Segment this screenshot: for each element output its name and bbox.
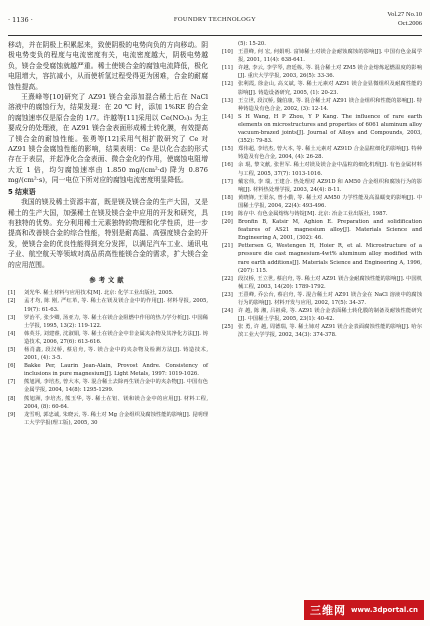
reference-text: Pettersen G, Westengen H, Hoier R, et al. Microstructure of a pressure die cast magnesium-4wt% aluminum alloy modified with rare earth additions[J]. Materials Science and Engineering A, 1996, (207): 115. <box>238 243 422 274</box>
reference-text: 熊旭洲, 李培杰, 熊玉华, 等. 稀土在铝、镁和镁合金中的应用[J]. 材料工程, 2004, (8): 60-64. <box>24 395 208 410</box>
reference-number: [6] <box>8 363 16 370</box>
reference-number: [17] <box>222 178 233 185</box>
reference-number: [4] <box>8 330 16 337</box>
reference-number: [24] <box>222 308 233 315</box>
reference-text: 王熹峰, 何 宏, 何娟明. 富铈稀土对镁合金耐蚀腐蚀的影响[J]. 中国有色金属学报, 2001, 11(4): 638-641. <box>238 49 422 64</box>
reference-text: (5): 15-20. <box>238 41 266 47</box>
reference-list-left <box>8 289 208 427</box>
reference-number: [16] <box>222 162 233 169</box>
reference-number: [3] <box>8 314 16 321</box>
reference-item <box>8 330 208 346</box>
reference-text: 熊旭洲, 李培杰, 曾大本, 等. 混合稀土去除再生镁合金中的夹杂物[J]. 中国有色金属学报, 2004, 14(8): 1295-1299. <box>24 379 208 394</box>
reference-number: [15] <box>222 146 233 153</box>
issue-date: Oct.2006 <box>397 19 422 27</box>
reference-item <box>222 242 422 274</box>
reference-item <box>222 113 422 145</box>
reference-text: 许 越, 陈 湘, 吕祖舜, 等. AZ91 镁合金表面稀土转化膜的制备及耐蚀性能研究[J]. 中国稀土学报, 2005, 23(1): 40-42. <box>238 308 422 323</box>
reference-number: [1] <box>8 290 16 297</box>
section-heading-conclusion: 5 结束语 <box>8 187 36 196</box>
reference-number: [10] <box>222 49 233 56</box>
reference-item <box>222 161 422 177</box>
left-column <box>8 40 208 427</box>
reference-item <box>222 48 422 64</box>
reference-list-right <box>222 40 422 339</box>
reference-number: [25] <box>222 324 233 331</box>
reference-number: [14] <box>222 113 233 120</box>
running-header <box>8 9 422 36</box>
reference-item <box>8 395 208 411</box>
watermark-logo-text: 三维网 <box>309 604 346 617</box>
body-paragraph-2: 王熹峰等[10]研究了 AZ91 镁合金添加混合稀土后在 NaCl 溶液中的腐蚀行为，结果发现：在 20 ℃ 时，添加 1%RE 的合金的腐蚀速率仅是原合金的 1/7。许越等[11]采用以 Ce(NO₃)₃ 为主要成分的处理液，在 AZ91 镁合金表面形成稀土转化膜，有效提高了镁合金的耐蚀性能。张勇等[12]采用气相扩散研究了 Ce 对 AZ91 镁合金腐蚀性能的影响，结果表明：Ce 是以化合态的形式存在于表层，并起净化合金表面、微合金化的作用，使腐蚀电阻增大近 1 倍，均匀腐蚀速率由 1.850 mg/(cm²·d) 降为 0.876 mg/(cm²·s)，同一电位下所对应的腐蚀电流密度明显降低。 <box>8 93 208 185</box>
volume-info <box>387 11 422 28</box>
volume-number: Vol.27 No.10 <box>387 11 422 18</box>
reference-text: 张利霞, 徐金山, 高义斌, 等. 稀土元素对 AZ91 镁合金显微组织及耐腐性能的影响[J]. 铸造设备研究, 2005, (1): 20-23. <box>238 81 422 96</box>
reference-item <box>222 64 422 80</box>
reference-text: 黄晓锋, 王渠东, 曾小勤, 等. 稀土对 AM50 力学性能及高温蠕变的影响[J]. 中国稀土学报, 2004, 22(4): 493-496. <box>238 194 422 209</box>
reference-number: [23] <box>222 291 233 298</box>
references-title: 参考文献 <box>89 276 127 284</box>
reference-text: 张 勇, 许 越, 周德瑞, 等. 稀土铈对 AZ91 镁合金表面腐蚀性能的影响[J]. 哈尔滨工业大学学报, 2002, 34(3): 374-378. <box>238 324 422 339</box>
reference-item <box>8 314 208 330</box>
reference-text: Bronfin B, Katsir M, Aghion E. Preparation and solidification features of AS21 magnesium alloy[J]. Materials Science and Engineering A, 2001, (302): 46. <box>238 219 422 242</box>
reference-text: Bakke Per, Laurin Jean-Alain, Provost Andre. Consistency of inclusions in pure magnesium[J]. Light Metals, 1997: 1019-1026. <box>24 363 208 378</box>
reference-number: [21] <box>222 243 233 250</box>
reference-text: 戴宏伟, 李 瑞, 王建合. 热处理对 AZ91D 和 AM50 合金组织和腐蚀行为的影响[J]. 材料热处理学报, 2003, 24(4): 8-11. <box>238 178 422 193</box>
reference-number: [9] <box>8 411 16 418</box>
reference-text: S H Wang, H P Zhou, Y P Kang. The influence of rare earth elements on microstructures and properties of 6061 aluminum alloy vacuum-brazed joints[J]. Journal of Alloys and Compounds, 2003, (352): 79-83. <box>238 113 422 145</box>
reference-text: 陈存中. 有色金属熔炼与铸锭[M]. 北京: 冶金工业出版社, 1987. <box>238 210 388 217</box>
reference-text: 孟才均, 陈 刚, 严红革, 等. 稀土在镁及镁合金中的作用[J]. 材料导报, 2005, 19(7): 61-63. <box>24 298 208 313</box>
reference-item <box>222 323 422 339</box>
reference-number: [18] <box>222 194 233 201</box>
reference-number: [11] <box>222 65 233 72</box>
reference-item <box>222 307 422 323</box>
reference-item <box>222 178 422 194</box>
reference-text: 龙雪明, 郭忠诚, 朱晓云, 等. 稀土对 Mg 合金组织及腐蚀性能的影响[J]. 昆明理工大学学报(理工版), 2005, 30 <box>24 411 208 426</box>
reference-item <box>222 145 422 161</box>
reference-item <box>8 362 208 378</box>
reference-text: 刘光华. 稀土材料与应用技术[M]. 北京: 化学工业出版社, 2005. <box>24 290 174 297</box>
reference-item <box>8 289 208 297</box>
reference-continuation <box>222 40 422 48</box>
reference-item <box>8 378 208 394</box>
reference-number: [8] <box>8 395 16 402</box>
reference-item <box>8 297 208 313</box>
reference-number: [20] <box>222 219 233 226</box>
reference-text: 郑伟超, 李培杰, 曾大本, 等. 稀土元素对 AZ91D 合金晶粒细化的影响[J]. 特种铸造及有色合金, 2004, (4): 26-28. <box>238 146 422 161</box>
reference-text: 杨肖鑫, 段汉桥, 蔡启舟, 等. 镁合金中的夹杂物及检测方法[J]. 铸造技术, 2001, (4): 3-5. <box>24 347 208 362</box>
reference-text: 王立世, 段汉桥, 魏伯康, 等. 混合稀土对 AZ91 镁合金组织和性能的影响[J]. 特种铸造及有色合金, 2002, (3): 12-14. <box>238 97 422 112</box>
reference-number: [13] <box>222 97 233 104</box>
reference-item <box>222 210 422 218</box>
reference-text: 韩英芬, 刘建睿, 沈淑娟, 等. 稀土在镁合金中非金属夹杂物及其净化方法[J]. 铸造技术, 2006, 27(6): 613-616. <box>24 330 208 345</box>
journal-name: FOUNDRY TECHNOLOGY <box>173 16 257 23</box>
reference-item <box>222 291 422 307</box>
watermark-url: www.3dportal.cn <box>350 606 419 614</box>
reference-text: 段汉桥, 王立世, 蔡启舟, 等. 稀土对 AZ91 镁合金耐腐蚀性能的影响[J]. 中国机械工程, 2003, 14(20): 1789-1792. <box>238 275 422 290</box>
page-number: · 1136 · <box>8 16 33 24</box>
reference-number: [12] <box>222 81 233 88</box>
reference-number: [22] <box>222 275 233 282</box>
reference-text: 王熹峰, 乔公台, 蔡启舟, 等. 混合稀土对 AZ91 镁合金在 NaCl 溶液中的腐蚀行为的影响[J]. 材料开发与应用, 2002, 17(5): 34-37. <box>238 291 422 306</box>
reference-item <box>222 80 422 96</box>
site-watermark <box>304 600 424 620</box>
reference-text: 罗治平, 张少卿, 汤亚力, 等. 稀土在镁合金阻燃中作用的热力学分析[J]. 中国稀土学报, 1995, 13(2): 119-122. <box>24 314 208 329</box>
conclusion-paragraph: 我国的镁及稀土资源丰富，既是镁及镁合金的生产大国，又是稀土的生产大国，加强稀土在镁及镁合金中应用的开发和研究，具有独特的优势。充分利用稀土元素独特的物理和化学性质，进一步提高和改善镁合金的综合性能，特别是耐高温、高强度镁合金的开发，使镁合金的优良性能得到充分发挥，以满足汽车工业、通讯电子业、航空航天等领域对高品质高性能镁合金的需求，扩大镁合金的应用范围。 <box>8 198 208 269</box>
reference-number: [7] <box>8 379 16 386</box>
reference-item <box>222 97 422 113</box>
reference-number: [19] <box>222 210 233 217</box>
right-column <box>222 40 422 339</box>
reference-text: 许越, 李云, 李学琴, 唐廷栋, 等. 混合稀土对 ZM5 镁合金熔炼起燃温度的影响[J]. 重庆大学学报, 2003, 26(5): 33-36. <box>238 65 422 80</box>
reference-item <box>8 346 208 362</box>
body-paragraph-1: 移动，并在阴极上积累起来，致使阴极的电势向负的方向移动。阴极电势变负的程度与电流密度有关，电流密度越大，阴极电势越负，镁合金受腐蚀就越严重。稀土使镁合金的腐蚀电流降低，极化电阻增大，容抗减小，从而使析氢过程受得更为困难，合金的耐腐蚀性提高。 <box>8 41 208 91</box>
reference-text: 余 琨, 黎文献, 张世军. 稀土对镁及镁合金中晶粒的细化机理[J]. 有色金属材料与工程, 2005, 37(7): 1013-1016. <box>238 162 422 177</box>
reference-number: [5] <box>8 347 16 353</box>
reference-item <box>8 411 208 427</box>
reference-item <box>222 218 422 242</box>
reference-item <box>222 275 422 291</box>
reference-item <box>222 194 422 210</box>
reference-number: [2] <box>8 298 16 305</box>
